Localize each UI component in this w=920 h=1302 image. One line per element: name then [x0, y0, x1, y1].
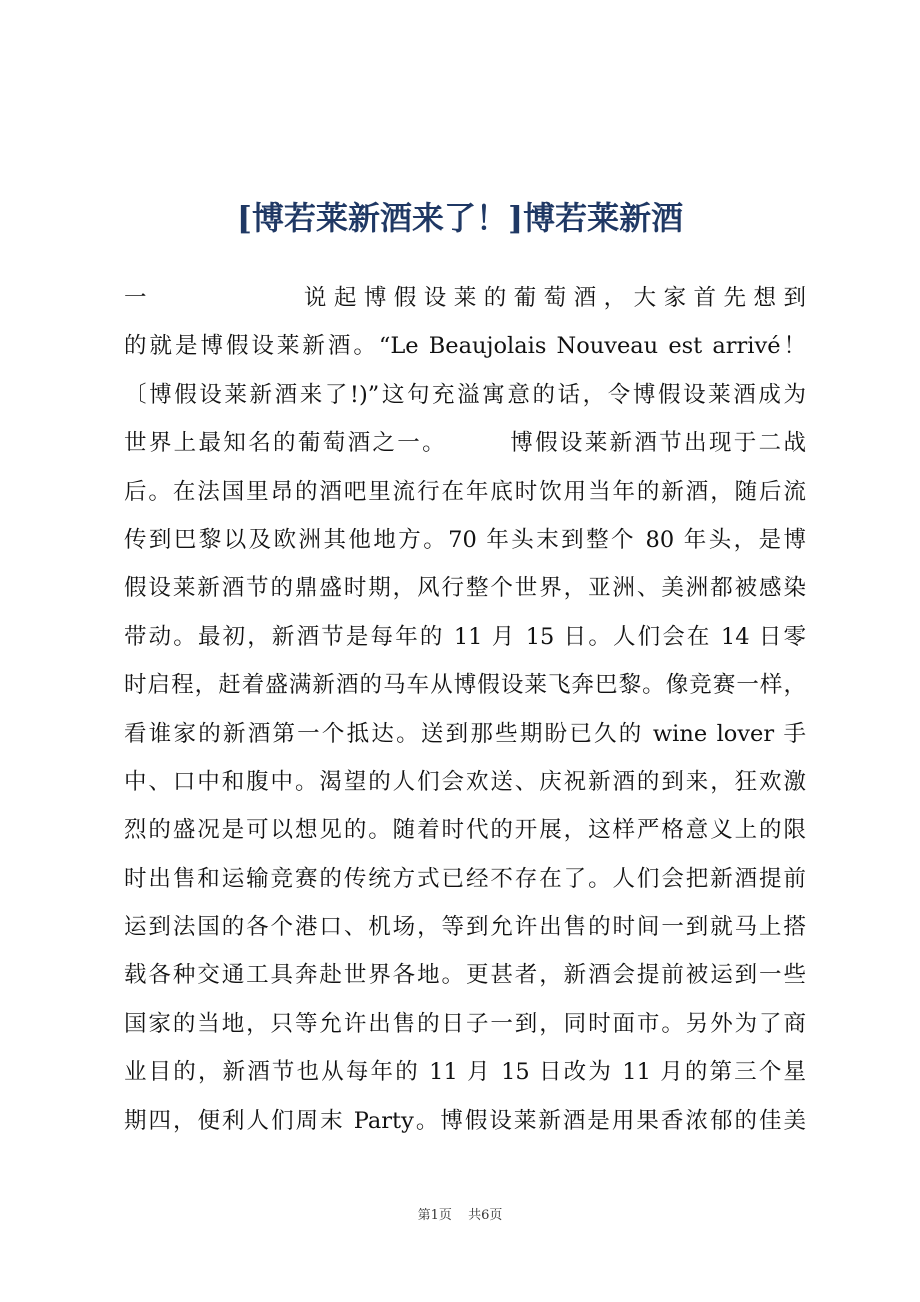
- body-line-5: 后。在法国里昂的酒吧里流行在年底时饮用当年的新酒，随后流: [124, 478, 806, 505]
- body-line-15: 载各种交通工具奔赴世界各地。更甚者，新酒会提前被运到一些: [124, 962, 806, 989]
- body-line-17: 业目的，新酒节也从每年的 11 月 15 日改为 11 月的第三个星: [124, 1059, 806, 1086]
- body-line-8: 带动。最初，新酒节是每年的 11 月 15 日。人们会在 14 日零: [124, 623, 806, 650]
- body-line-3: 〔博假设莱新酒来了!)”这句充溢寓意的话，令博假设莱酒成为: [124, 381, 806, 408]
- body-text: [124, 284, 806, 1155]
- body-line-18: 期四，便利人们周末 Party。博假设莱新酒是用果香浓郁的佳美: [124, 1107, 806, 1134]
- body-line-1: 一 说起博假设莱的葡萄酒，大家首先想到: [124, 285, 806, 311]
- body-line-13: 时出售和运输竞赛的传统方式已经不存在了。人们会把新酒提前: [124, 865, 806, 892]
- body-line-12: 烈的盛况是可以想见的。随着时代的开展，这样严格意义上的限: [124, 817, 806, 844]
- body-line-11: 中、口中和腹中。渴望的人们会欢送、庆祝新酒的到来，狂欢激: [124, 768, 806, 795]
- body-line-2: 的就是博假设莱新酒。“Le Beaujolais Nouveau est arrivé！: [124, 333, 806, 360]
- body-line-6: 传到巴黎以及欧洲其他地方。70 年头末到整个 80 年头，是博: [124, 526, 806, 553]
- body-line-4: 世界上最知名的葡萄酒之一。 博假设莱新酒节出现于二战: [124, 430, 806, 457]
- body-line-10: 看谁家的新酒第一个抵达。送到那些期盼已久的 wine lover 手: [124, 720, 806, 747]
- body-line-14: 运到法国的各个港口、机场，等到允许出售的时间一到就马上搭: [124, 914, 806, 941]
- document-title: [博若莱新酒来了！]博若莱新酒: [236, 199, 684, 237]
- page-total: 共6页: [468, 1208, 503, 1223]
- page-number: 第1页: [417, 1208, 452, 1223]
- body-line-9: 时启程，赶着盛满新酒的马车从博假设莱飞奔巴黎。像竞赛一样，: [124, 672, 806, 699]
- page-footer: [0, 1206, 920, 1226]
- body-line-7: 假设莱新酒节的鼎盛时期，风行整个世界，亚洲、美洲都被感染: [124, 575, 806, 602]
- body-line-16: 国家的当地，只等允许出售的日子一到，同时面市。另外为了商: [124, 1010, 806, 1037]
